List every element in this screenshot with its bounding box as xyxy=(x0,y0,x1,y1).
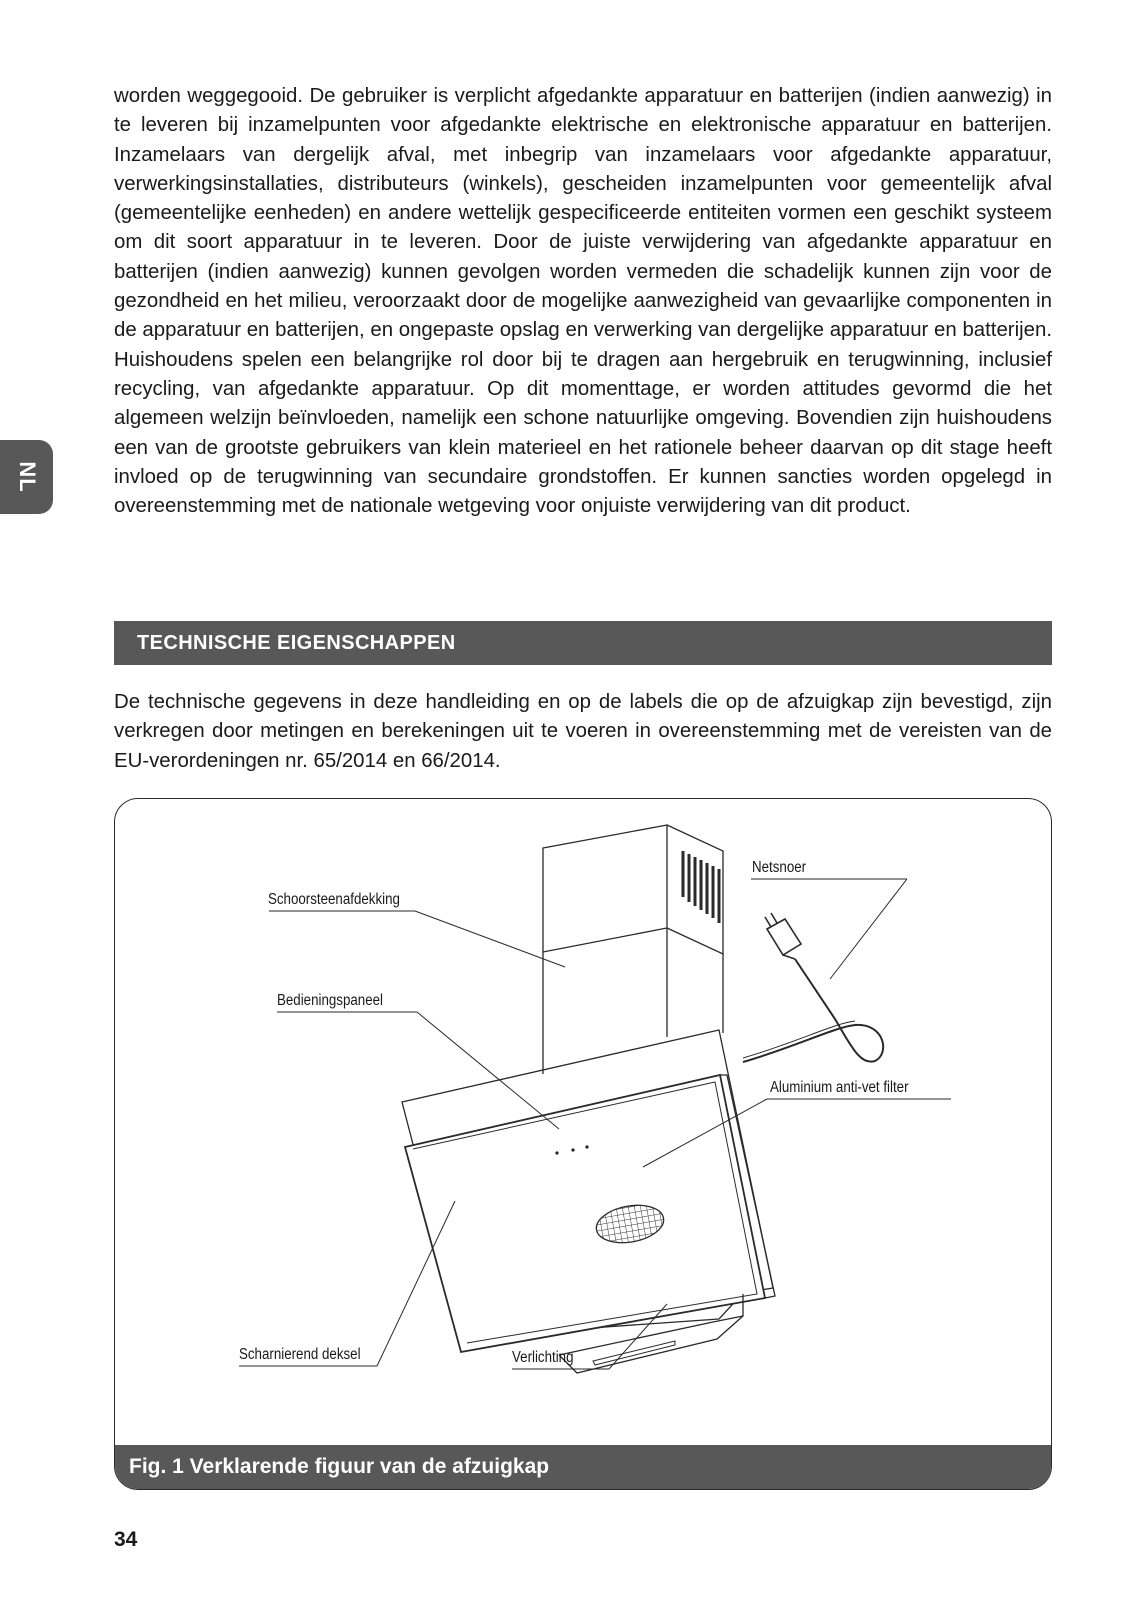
label-grease-filter: Aluminium anti-vet filter xyxy=(770,1079,909,1096)
language-tab-label: NL xyxy=(14,461,40,493)
figure-caption: Fig. 1 Verklarende figuur van de afzuigkap xyxy=(115,1445,1051,1489)
label-hinged-lid: Scharnierend deksel xyxy=(239,1346,361,1363)
language-tab xyxy=(0,440,53,514)
figure-box xyxy=(114,798,1052,1490)
hood-illustration xyxy=(115,799,1052,1490)
label-chimney-cover: Schoorsteenafdekking xyxy=(268,891,400,908)
page-number: 34 xyxy=(114,1528,138,1551)
hood-glass-panel xyxy=(405,1075,765,1352)
vent-slots-icon xyxy=(683,851,719,923)
section-heading: TECHNISCHE EIGENSCHAPPEN xyxy=(114,621,1052,665)
label-lighting: Verlichting xyxy=(512,1349,574,1366)
label-power-cord: Netsnoer xyxy=(752,859,807,876)
plug-icon xyxy=(765,913,801,959)
power-cord-shape xyxy=(743,959,883,1062)
label-control-panel: Bedieningspaneel xyxy=(277,992,383,1009)
section-intro: De technische gegevens in deze handleiding en op de labels die op de afzuigkap zijn bevestigd, zijn verkregen door metingen en berekeningen uit te voeren in overeenstemming met de vereisten van de EU-verordeningen nr. 65/2014 en 66/2014. xyxy=(114,691,1052,772)
body-paragraph: worden weggegooid. De gebruiker is verplicht afgedankte apparatuur en batterijen (indien aanwezig) in te leveren bij inzamelpunten voor afgedankte elektrische en elektronische apparatuur en batterijen. Inzamelaars van dergelijk afval, met inbegrip van inzamelaars voor afgedankte apparatuur, verwerkingsinstallaties, distributeurs (winkels), gescheiden inzamelpunten voor gemeentelijk afval (gemeentelijke eenheden) en andere wettelijk gespecificeerde entiteiten vormen een geschikt systeem om dit soort apparatuur in te leveren. Door de juiste verwijdering van afgedankte apparatuur en batterijen (indien aanwezig) kunnen gevolgen worden vermeden die schadelijk kunnen zijn voor de gezondheid en het milieu, veroorzaakt door de mogelijke aanwezigheid van gevaarlijke componenten in de apparatuur en batterijen, en ongepaste opslag en verwerking van dergelijke apparatuur en batterijen. Huishoudens spelen een belangrijke rol door bij te dragen aan hergebruik en terugwinning, inclusief recycling, van afgedankte apparatuur. Op dit momenttage, er worden attitudes gevormd die het algemeen welzijn beïnvloeden, namelijk een schone natuurlijke omgeving. Bovendien zijn huishoudens een van de grootste gebruikers van klein materieel en het rationele beheer daarvan op dit stage heeft invloed op de terugwinning van secundaire grondstoffen. Er kunnen sancties worden opgelegd in overeenstemming met de nationale wetgeving voor onjuiste verwijdering van dit product. xyxy=(114,85,1052,518)
